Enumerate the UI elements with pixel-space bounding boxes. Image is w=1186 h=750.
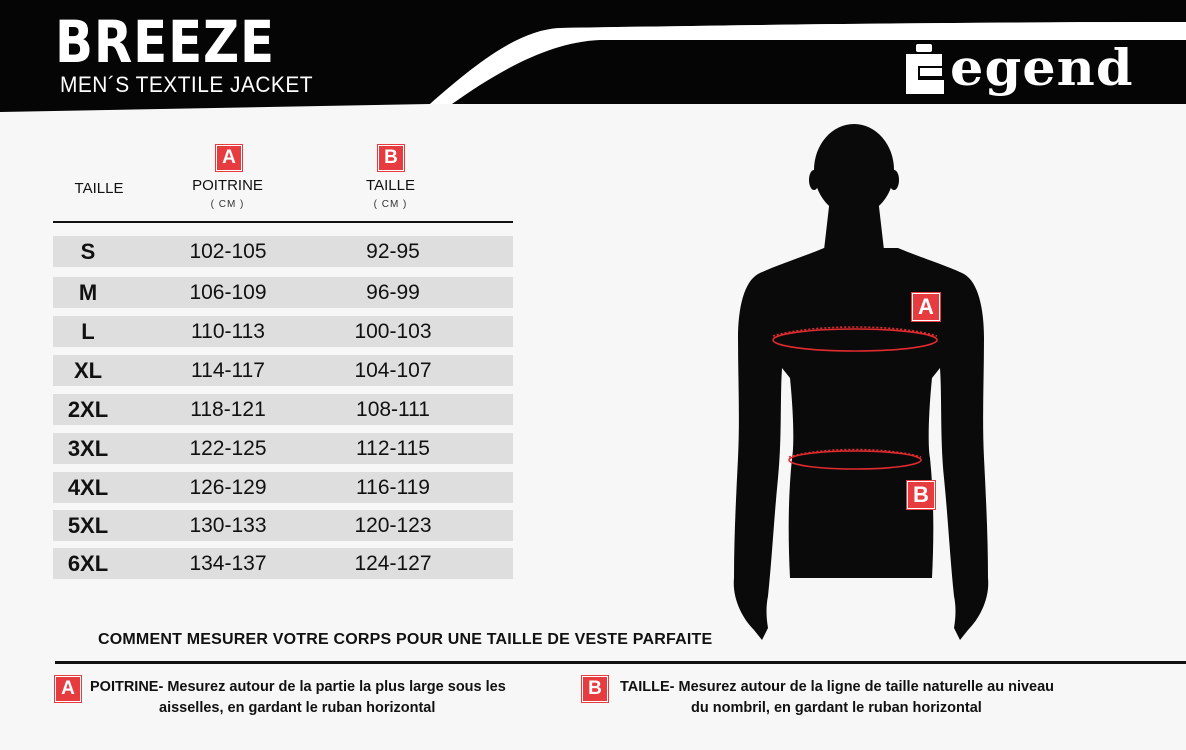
chest-unit: ( CM ) — [210, 199, 245, 210]
table-row — [53, 548, 513, 579]
waist-cell: 92-95 — [366, 240, 420, 263]
brand-logo — [904, 38, 1134, 100]
waist-cell: 100-103 — [354, 320, 432, 343]
waist-cell: 104-107 — [354, 359, 432, 382]
waist-cell: 124-127 — [354, 552, 432, 575]
chest-cell: 122-125 — [189, 437, 267, 460]
table-row — [53, 394, 513, 425]
chest-instruction-badge: A — [55, 676, 81, 702]
table-row — [53, 510, 513, 541]
size-cell: L — [81, 319, 95, 344]
body-silhouette-icon — [722, 118, 992, 648]
waist-instruction — [620, 677, 1060, 719]
table-row — [53, 316, 513, 347]
product-title: BREEZE — [55, 8, 275, 76]
waist-instruction-badge: B — [582, 676, 608, 702]
size-cell: XL — [73, 358, 103, 383]
table-row — [53, 277, 513, 308]
size-cell: 2XL — [67, 397, 109, 422]
waist-cell: 120-123 — [354, 514, 432, 537]
chest-cell: 134-137 — [189, 552, 267, 575]
waist-cell: 96-99 — [366, 281, 420, 304]
chest-cell: 130-133 — [189, 514, 267, 537]
waist-cell: 108-111 — [356, 398, 430, 421]
size-cell: 5XL — [67, 513, 109, 538]
logo-l-icon — [904, 44, 950, 96]
chest-instruction-line1: POITRINE- Mesurez autour de la partie la plus large sous les — [90, 679, 506, 695]
chest-cell: 102-105 — [189, 240, 267, 263]
table-header-rule — [53, 221, 513, 223]
waist-unit: ( CM ) — [373, 199, 408, 210]
waist-column-header: TAILLE — [366, 177, 415, 194]
waist-cell: 116-119 — [356, 476, 430, 499]
chest-cell: 110-113 — [191, 320, 265, 343]
body-silhouette — [722, 118, 992, 648]
table-row — [53, 472, 513, 503]
chest-cell: 126-129 — [189, 476, 267, 499]
chest-cell: 114-117 — [191, 359, 265, 382]
chest-column-header: POITRINE — [192, 177, 263, 194]
waist-instruction-line2: du nombril, en gardant le ruban horizontal — [691, 700, 982, 716]
product-subtitle: MEN´S TEXTILE JACKET — [60, 72, 313, 97]
chest-badge: A — [216, 145, 242, 171]
chest-marker-badge: A — [912, 293, 940, 321]
instructions-title: COMMENT MESURER VOTRE CORPS POUR UNE TAILLE DE VESTE PARFAITE — [98, 631, 713, 648]
size-column-header: TAILLE — [74, 180, 124, 197]
waist-marker-badge: B — [907, 481, 935, 509]
size-cell: S — [80, 239, 96, 264]
waist-badge: B — [378, 145, 404, 171]
instructions-rule — [55, 661, 1186, 664]
size-cell: 4XL — [67, 475, 109, 500]
size-cell: 3XL — [67, 436, 109, 461]
table-row — [53, 355, 513, 386]
chest-instruction — [90, 677, 510, 719]
size-cell: M — [78, 280, 98, 305]
brand-name: egend — [950, 38, 1134, 97]
table-row — [53, 236, 513, 267]
chest-cell: 118-121 — [190, 398, 266, 421]
chest-cell: 106-109 — [189, 281, 267, 304]
waist-instruction-line1: TAILLE- Mesurez autour de la ligne de taille naturelle au niveau — [620, 679, 1055, 695]
waist-cell: 112-115 — [356, 437, 430, 460]
table-row — [53, 433, 513, 464]
size-cell: 6XL — [67, 551, 109, 576]
chest-instruction-line2: aisselles, en gardant le ruban horizontal — [159, 700, 436, 716]
